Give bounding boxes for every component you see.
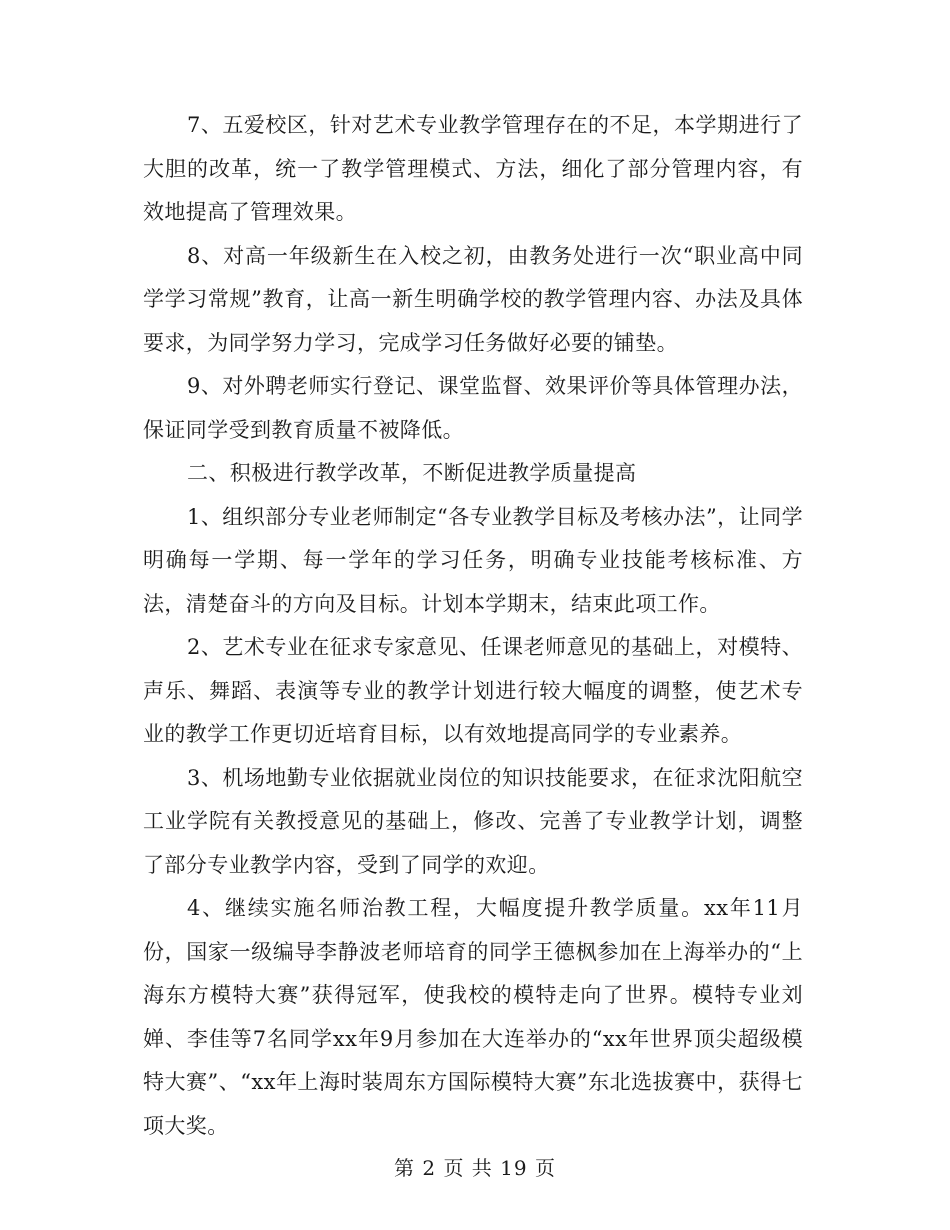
section-heading-2: 二、积极进行教学改革，不断促进教学质量提高 — [187, 461, 637, 485]
paragraph-2-4: 4、继续实施名师治教工程，大幅度提升教学质量。xx年11月份，国家一级编导李静波老师培育的同学王德枫参加在上海举办的“上海东方模特大赛”获得冠军，使我校的模特走向了世界。模特专业刘婵、李佳等7名同学xx年9月参加在大连举办的“xx年世界顶尖超级模特大赛”、“xx年上海时装周东方国际模特大赛”东北选拔赛中，获得七项大奖。 — [143, 896, 803, 1138]
paragraph-8: 8、对高一年级新生在入校之初，由教务处进行一次“职业高中同学学习常规”教育，让高一新生明确学校的教学管理内容、办法及具体要求，为同学努力学习，完成学习任务做好必要的铺垫。 — [143, 243, 803, 355]
paragraph-2-3: 3、机场地勤专业依据就业岗位的知识技能要求，在征求沈阳航空工业学院有关教授意见的基础上，修改、完善了专业教学计划，调整了部分专业教学内容，受到了同学的欢迎。 — [143, 765, 803, 877]
paragraph-9: 9、对外聘老师实行登记、课堂监督、效果评价等具体管理办法，保证同学受到教育质量不被降低。 — [143, 374, 803, 442]
paragraph-2-2: 2、艺术专业在征求专家意见、任课老师意见的基础上，对模特、声乐、舞蹈、表演等专业的教学计划进行较大幅度的调整，使艺术专业的教学工作更切近培育目标，以有效地提高同学的专业素养。 — [143, 635, 803, 746]
document-body — [143, 104, 803, 1148]
paragraph-7: 7、五爱校区，针对艺术专业教学管理存在的不足，本学期进行了大胆的改革，统一了教学管理模式、方法，细化了部分管理内容，有效地提高了管理效果。 — [143, 113, 803, 224]
paragraph-2-1: 1、组织部分专业老师制定“各专业教学目标及考核办法”，让同学明确每一学期、每一学年的学习任务，明确专业技能考核标准、方法，清楚奋斗的方向及目标。计划本学期末，结束此项工作。 — [143, 504, 803, 616]
page-number-footer: 第 2 页 共 19 页 — [394, 1156, 556, 1180]
